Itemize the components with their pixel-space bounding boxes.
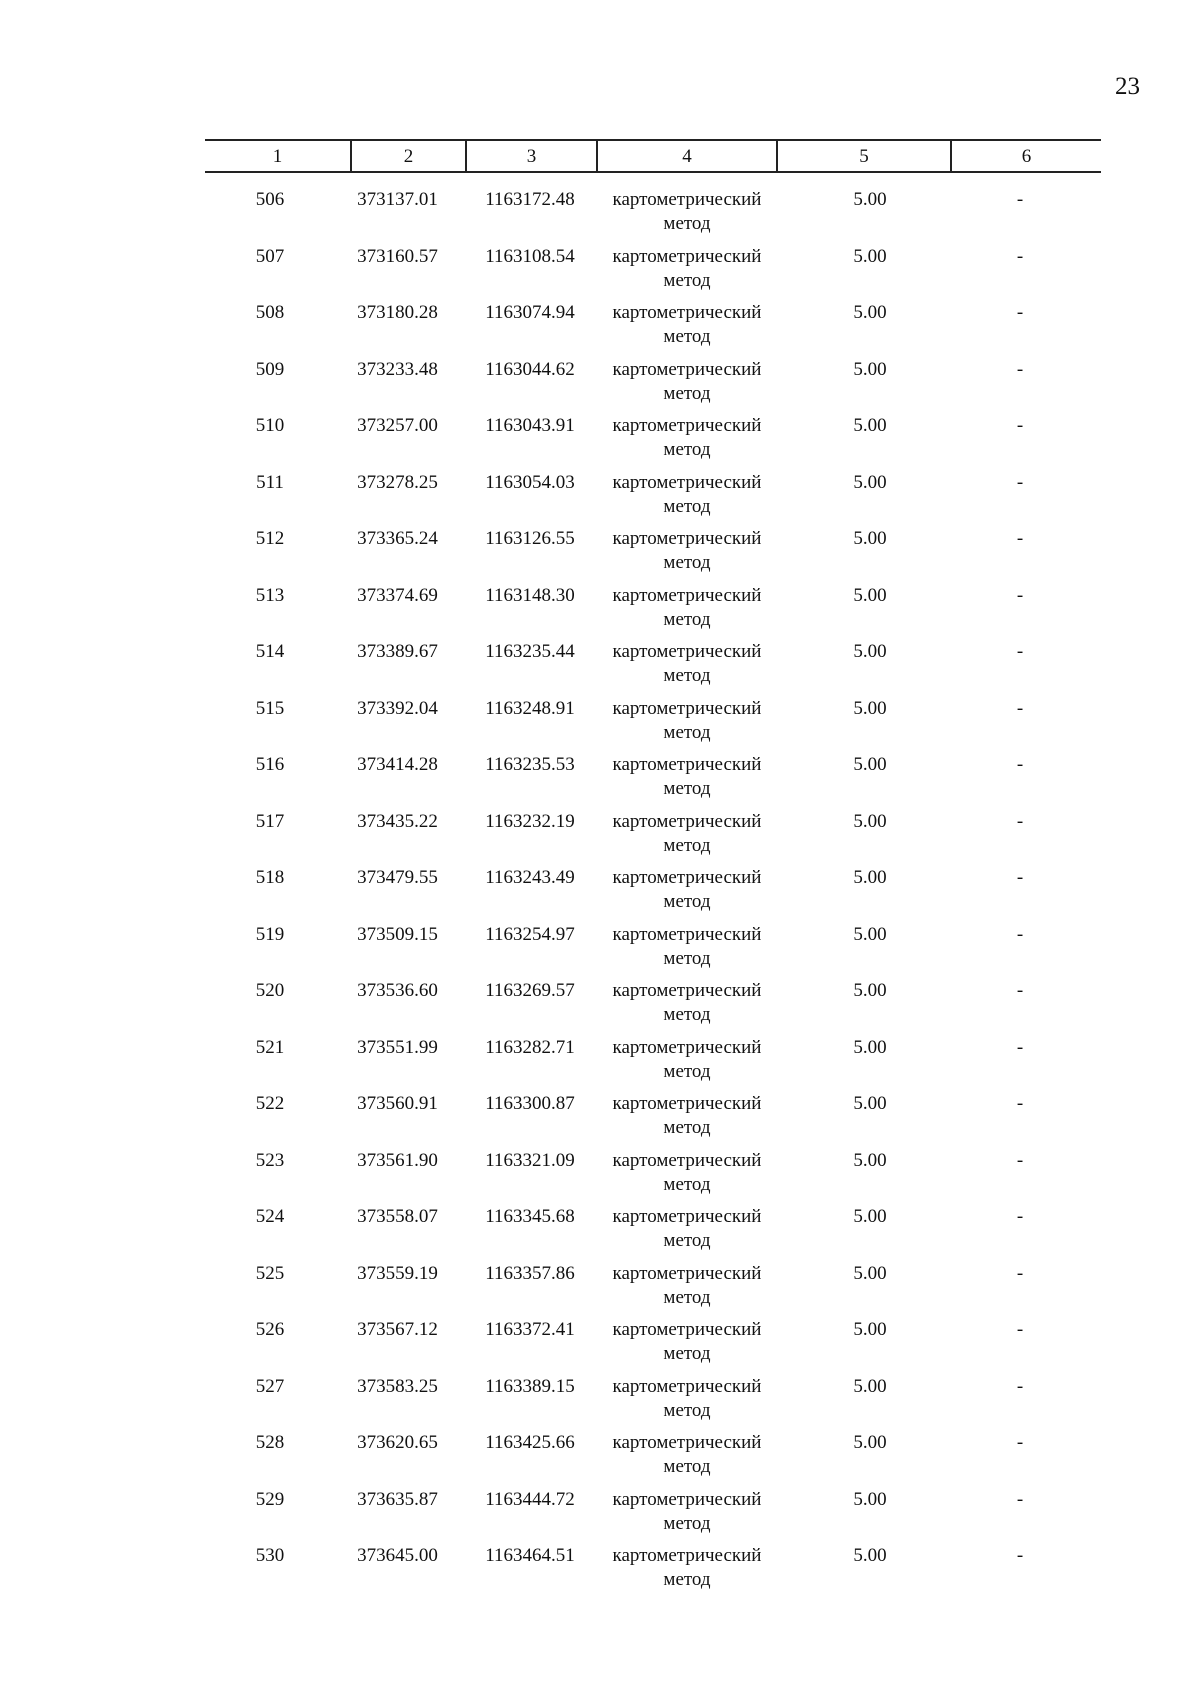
note-value: - (1016, 302, 1024, 323)
y-coordinate: 1163243.49 (485, 867, 575, 888)
point-number: 515 (255, 697, 285, 719)
method-line-1: картометрический (612, 471, 762, 493)
table-row (205, 1205, 1101, 1262)
x-coordinate: 373160.57 (357, 245, 438, 267)
method-cell (592, 923, 782, 971)
point-number: 528 (255, 1432, 285, 1453)
method-line-1: картометрический (612, 980, 762, 1001)
point-number: 506 (255, 189, 285, 210)
precision-value: 5.00 (853, 189, 887, 210)
point-number: 522 (255, 1093, 285, 1114)
method-cell (592, 1375, 782, 1423)
method-line-2: метод (663, 552, 711, 573)
method-line-1: картометрический (612, 1488, 762, 1510)
y-coordinate: 1163357.86 (485, 1262, 575, 1284)
table-row (205, 1318, 1101, 1375)
precision-value: 5.00 (853, 1432, 887, 1453)
note-value: - (1016, 1262, 1024, 1284)
method-line-2: метод (663, 1004, 711, 1025)
precision-value: 5.00 (853, 1262, 887, 1284)
precision-value: 5.00 (853, 1488, 887, 1510)
table-row (205, 923, 1101, 980)
method-line-2: метод (663, 665, 711, 686)
y-coordinate: 1163235.53 (485, 754, 575, 775)
y-coordinate: 1163108.54 (485, 245, 575, 267)
x-coordinate: 373392.04 (357, 697, 438, 719)
note-value: - (1016, 980, 1024, 1001)
y-coordinate: 1163372.41 (485, 1319, 575, 1340)
point-number: 527 (255, 1375, 285, 1397)
method-cell (592, 810, 782, 858)
method-cell (592, 584, 782, 632)
precision-value: 5.00 (853, 358, 887, 380)
point-number: 520 (255, 980, 285, 1001)
x-coordinate: 373137.01 (357, 189, 438, 210)
table-row (205, 584, 1101, 641)
table-row (205, 527, 1101, 584)
method-line-1: картометрический (612, 1375, 762, 1397)
point-number: 516 (255, 754, 285, 775)
point-number: 509 (255, 358, 285, 380)
y-coordinate: 1163044.62 (485, 358, 575, 380)
method-line-2: метод (663, 326, 711, 347)
method-cell (592, 1149, 782, 1197)
table-header-row (205, 139, 1101, 173)
precision-value: 5.00 (853, 697, 887, 719)
method-line-2: метод (663, 382, 711, 404)
method-cell (592, 979, 782, 1027)
method-cell (592, 471, 782, 519)
method-line-1: картометрический (612, 1206, 762, 1227)
table-row (205, 1092, 1101, 1149)
point-number: 530 (255, 1545, 285, 1566)
note-value: - (1016, 1375, 1024, 1397)
note-value: - (1016, 1432, 1024, 1453)
table-row (205, 640, 1101, 697)
precision-value: 5.00 (853, 754, 887, 775)
method-line-1: картометрический (612, 1093, 762, 1114)
x-coordinate: 373509.15 (357, 923, 438, 945)
y-coordinate: 1163148.30 (485, 584, 575, 606)
method-line-2: метод (663, 778, 711, 799)
method-line-2: метод (663, 834, 711, 856)
table-body (205, 188, 1101, 1601)
method-line-2: метод (663, 721, 711, 743)
method-line-1: картометрический (612, 697, 762, 719)
point-number: 510 (255, 415, 285, 436)
y-coordinate: 1163126.55 (485, 528, 575, 549)
table-row (205, 1262, 1101, 1319)
method-line-2: метод (663, 1512, 711, 1534)
method-line-1: картометрический (612, 810, 762, 832)
method-line-2: метод (663, 495, 711, 517)
method-cell (592, 1262, 782, 1310)
table-row (205, 753, 1101, 810)
table-row (205, 979, 1101, 1036)
precision-value: 5.00 (853, 302, 887, 323)
table-row (205, 866, 1101, 923)
method-cell (592, 640, 782, 688)
precision-value: 5.00 (853, 1319, 887, 1340)
table-row (205, 188, 1101, 245)
precision-value: 5.00 (853, 810, 887, 832)
table-row (205, 697, 1101, 754)
y-coordinate: 1163172.48 (485, 189, 575, 210)
table-row (205, 414, 1101, 471)
x-coordinate: 373583.25 (357, 1375, 438, 1397)
point-number: 524 (255, 1206, 285, 1227)
point-number: 517 (255, 810, 285, 832)
precision-value: 5.00 (853, 867, 887, 888)
x-coordinate: 373257.00 (357, 415, 438, 436)
method-line-2: метод (663, 1230, 711, 1251)
x-coordinate: 373620.65 (357, 1432, 438, 1453)
point-number: 507 (255, 245, 285, 267)
header-col-4: 4 (682, 146, 692, 167)
point-number: 514 (255, 641, 285, 662)
precision-value: 5.00 (853, 528, 887, 549)
page-number: 23 (1115, 73, 1140, 100)
method-line-1: картометрический (612, 1319, 762, 1340)
point-number: 529 (255, 1488, 285, 1510)
y-coordinate: 1163235.44 (485, 641, 575, 662)
y-coordinate: 1163269.57 (485, 980, 575, 1001)
point-number: 511 (256, 471, 284, 493)
header-col-1: 1 (272, 146, 283, 167)
note-value: - (1016, 1149, 1024, 1171)
table-row (205, 1431, 1101, 1488)
y-coordinate: 1163321.09 (485, 1149, 575, 1171)
x-coordinate: 373559.19 (357, 1262, 438, 1284)
y-coordinate: 1163389.15 (485, 1375, 575, 1397)
method-line-2: метод (663, 947, 711, 969)
method-line-1: картометрический (612, 641, 762, 662)
method-line-1: картометрический (612, 867, 762, 888)
table-row (205, 301, 1101, 358)
x-coordinate: 373561.90 (357, 1149, 438, 1171)
table-row (205, 1149, 1101, 1206)
y-coordinate: 1163074.94 (485, 302, 575, 323)
method-cell (592, 301, 782, 349)
method-line-2: метод (663, 1343, 711, 1364)
method-cell (592, 358, 782, 406)
precision-value: 5.00 (853, 1036, 887, 1058)
method-line-2: метод (663, 1399, 711, 1421)
table-row (205, 471, 1101, 528)
method-line-2: метод (663, 1456, 711, 1477)
method-line-1: картометрический (612, 1432, 762, 1453)
method-line-1: картометрический (612, 584, 762, 606)
method-line-1: картометрический (612, 1036, 762, 1058)
header-col-2: 2 (403, 146, 414, 167)
note-value: - (1016, 1488, 1024, 1510)
method-line-2: метод (663, 608, 711, 630)
method-line-2: метод (663, 1173, 711, 1195)
note-value: - (1016, 810, 1024, 832)
method-cell (592, 1488, 782, 1536)
x-coordinate: 373389.67 (357, 641, 438, 662)
method-line-1: картометрический (612, 923, 762, 945)
method-cell (592, 188, 782, 236)
note-value: - (1016, 923, 1024, 945)
precision-value: 5.00 (853, 923, 887, 945)
x-coordinate: 373635.87 (357, 1488, 438, 1510)
method-line-1: картометрический (612, 1545, 762, 1566)
table-row (205, 1375, 1101, 1432)
table-row (205, 1488, 1101, 1545)
method-line-2: метод (663, 1117, 711, 1138)
method-line-1: картометрический (612, 415, 762, 436)
x-coordinate: 373374.69 (357, 584, 438, 606)
method-line-1: картометрический (612, 302, 762, 323)
y-coordinate: 1163425.66 (485, 1432, 575, 1453)
note-value: - (1016, 471, 1024, 493)
method-cell (592, 753, 782, 801)
point-number: 508 (255, 302, 285, 323)
method-line-2: метод (663, 1286, 711, 1308)
method-line-1: картометрический (612, 528, 762, 549)
x-coordinate: 373567.12 (357, 1319, 438, 1340)
x-coordinate: 373558.07 (357, 1206, 438, 1227)
precision-value: 5.00 (853, 1545, 887, 1566)
table-row (205, 358, 1101, 415)
point-number: 521 (255, 1036, 285, 1058)
precision-value: 5.00 (853, 1093, 887, 1114)
y-coordinate: 1163232.19 (485, 810, 575, 832)
note-value: - (1016, 528, 1024, 549)
method-cell (592, 1092, 782, 1140)
method-line-1: картометрический (612, 1262, 762, 1284)
method-cell (592, 1036, 782, 1084)
y-coordinate: 1163444.72 (485, 1488, 575, 1510)
x-coordinate: 373560.91 (357, 1093, 438, 1114)
point-number: 518 (255, 867, 285, 888)
note-value: - (1016, 1036, 1024, 1058)
note-value: - (1016, 584, 1024, 606)
table-row (205, 810, 1101, 867)
y-coordinate: 1163464.51 (485, 1545, 575, 1566)
note-value: - (1016, 1319, 1024, 1340)
method-line-1: картометрический (612, 358, 762, 380)
x-coordinate: 373551.99 (357, 1036, 438, 1058)
y-coordinate: 1163254.97 (485, 923, 575, 945)
x-coordinate: 373365.24 (357, 528, 438, 549)
note-value: - (1016, 867, 1024, 888)
method-line-1: картометрический (612, 189, 762, 210)
x-coordinate: 373233.48 (357, 358, 438, 380)
x-coordinate: 373645.00 (357, 1545, 438, 1566)
y-coordinate: 1163248.91 (485, 697, 575, 719)
point-number: 512 (255, 528, 285, 549)
method-cell (592, 697, 782, 745)
method-line-2: метод (663, 213, 711, 234)
precision-value: 5.00 (853, 584, 887, 606)
note-value: - (1016, 1206, 1024, 1227)
header-col-6: 6 (1021, 146, 1032, 167)
point-number: 526 (255, 1319, 285, 1340)
method-cell (592, 527, 782, 575)
precision-value: 5.00 (853, 1206, 887, 1227)
method-cell (592, 414, 782, 462)
precision-value: 5.00 (853, 415, 887, 436)
note-value: - (1016, 415, 1024, 436)
y-coordinate: 1163345.68 (485, 1206, 575, 1227)
note-value: - (1016, 697, 1024, 719)
y-coordinate: 1163043.91 (485, 415, 575, 436)
point-number: 513 (255, 584, 285, 606)
table-row (205, 1544, 1101, 1601)
method-line-1: картометрический (612, 1149, 762, 1171)
y-coordinate: 1163054.03 (485, 471, 575, 493)
coordinates-table (205, 139, 1101, 1601)
x-coordinate: 373278.25 (357, 471, 438, 493)
point-number: 525 (255, 1262, 285, 1284)
header-col-3: 3 (526, 146, 537, 167)
method-line-2: метод (663, 1569, 711, 1590)
method-cell (592, 1205, 782, 1253)
y-coordinate: 1163282.71 (485, 1036, 575, 1058)
precision-value: 5.00 (853, 1149, 887, 1171)
table-row (205, 1036, 1101, 1093)
note-value: - (1016, 1545, 1024, 1566)
y-coordinate: 1163300.87 (485, 1093, 575, 1114)
method-line-2: метод (663, 439, 711, 460)
point-number: 519 (255, 923, 285, 945)
method-cell (592, 1544, 782, 1592)
note-value: - (1016, 1093, 1024, 1114)
method-cell (592, 866, 782, 914)
method-line-2: метод (663, 891, 711, 912)
header-col-5: 5 (859, 146, 869, 167)
point-number: 523 (255, 1149, 285, 1171)
method-line-1: картометрический (612, 754, 762, 775)
x-coordinate: 373479.55 (357, 867, 438, 888)
note-value: - (1016, 641, 1024, 662)
method-cell (592, 1318, 782, 1366)
precision-value: 5.00 (853, 1375, 887, 1397)
x-coordinate: 373414.28 (357, 754, 438, 775)
precision-value: 5.00 (853, 471, 887, 493)
note-value: - (1016, 358, 1024, 380)
method-line-2: метод (663, 269, 711, 291)
method-line-2: метод (663, 1060, 711, 1082)
x-coordinate: 373435.22 (357, 810, 438, 832)
table-row (205, 245, 1101, 302)
precision-value: 5.00 (853, 980, 887, 1001)
precision-value: 5.00 (853, 245, 887, 267)
method-cell (592, 245, 782, 293)
note-value: - (1016, 754, 1024, 775)
note-value: - (1016, 189, 1024, 210)
precision-value: 5.00 (853, 641, 887, 662)
note-value: - (1016, 245, 1024, 267)
method-line-1: картометрический (612, 245, 762, 267)
x-coordinate: 373536.60 (357, 980, 438, 1001)
x-coordinate: 373180.28 (357, 302, 438, 323)
method-cell (592, 1431, 782, 1479)
